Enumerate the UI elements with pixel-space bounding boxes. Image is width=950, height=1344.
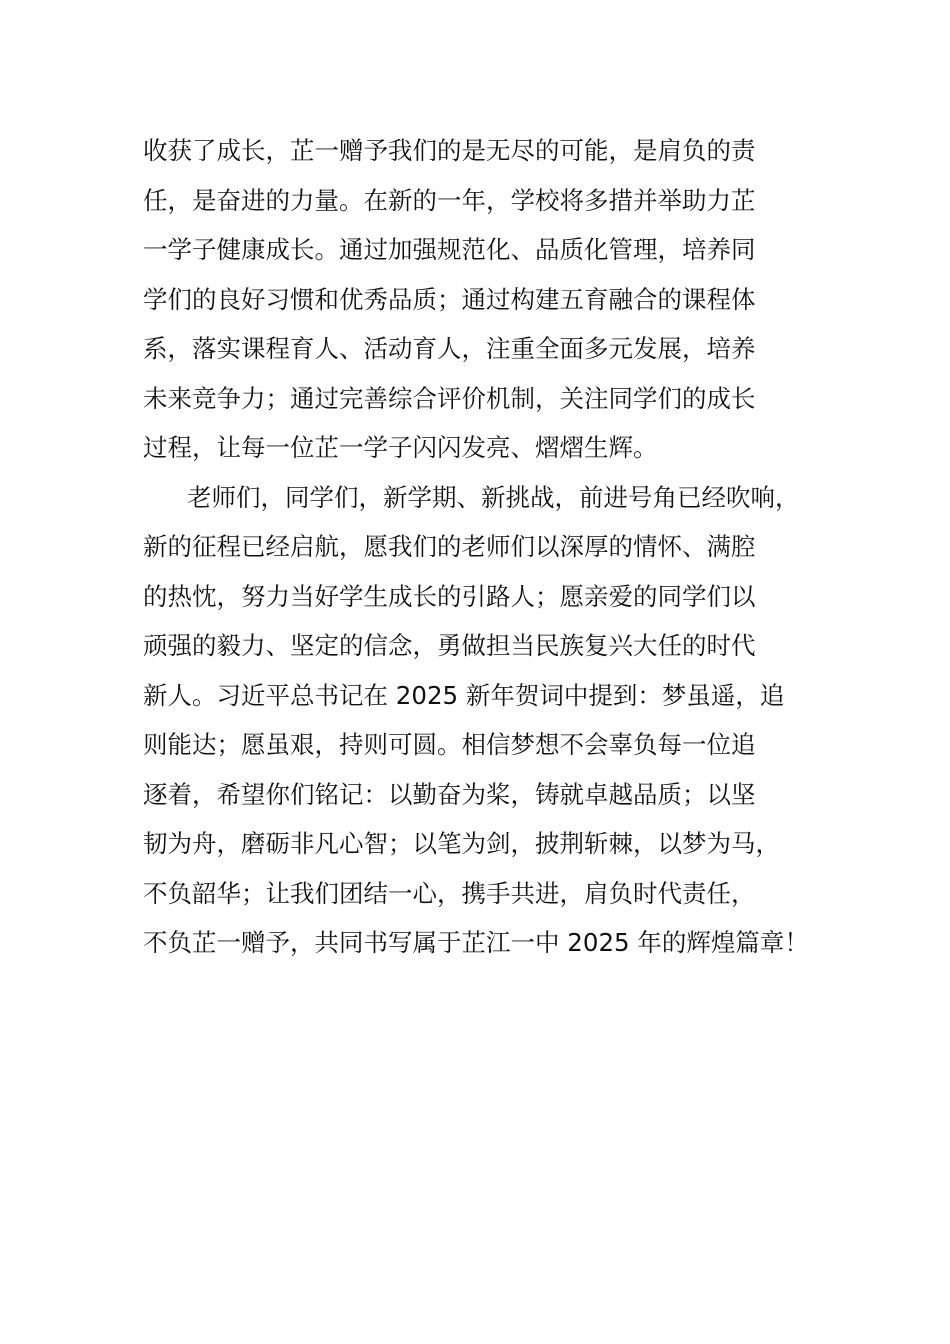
text-line-6: 未来竞争力；通过完善综合评价机制，关注同学们的成长 [143,383,756,413]
text-line-15: 韧为舟，磨砺非凡心智；以笔为剑，披荆斩棘，以梦为马， [143,829,780,858]
text-line-13: 则能达；愿虽艰，持则可圆。相信梦想不会辜负每一位追 [143,730,756,759]
text-line-16: 不负韶华；让我们团结一心，携手共进，肩负时代责任， [143,878,756,908]
text-line-10: 的热忱，努力当好学生成长的引路人；愿亲爱的同学们以 [143,581,756,611]
text-line-12: 新人。习近平总书记在 2025 新年贺词中提到：梦虽遥，追 [143,680,785,710]
text-line-11: 顽强的毅力、坚定的信念，勇做担当民族复兴大任的时代 [143,631,756,660]
text-line-1: 收获了成长，芷一赠予我们的是无尽的可能，是肩负的责 [143,136,756,165]
text-line-17: 不负芷一赠予，共同书写属于芷江一中 2025 年的辉煌篇章！ [143,928,809,957]
text-line-7: 过程，让每一位芷一学子闪闪发亮、熠熠生辉。 [143,433,658,462]
body-text [143,126,843,968]
text-line-9: 新的征程已经启航，愿我们的老师们以深厚的情怀、满腔 [143,532,756,561]
text-line-5: 系，落实课程育人、活动育人，注重全面多元发展，培养 [143,334,756,363]
text-line-2: 任，是奋进的力量。在新的一年，学校将多措并举助力芷 [143,185,756,215]
paragraph-start-line: 老师们，同学们，新学期、新挑战，前进号角已经吹响， [187,482,800,512]
text-line-3: 一学子健康成长。通过加强规范化、品质化管理，培养同 [143,235,756,264]
text-line-4: 学们的良好习惯和优秀品质；通过构建五育融合的课程体 [143,284,756,314]
text-line-14: 逐着，希望你们铭记：以勤奋为桨，铸就卓越品质；以坚 [143,779,756,809]
